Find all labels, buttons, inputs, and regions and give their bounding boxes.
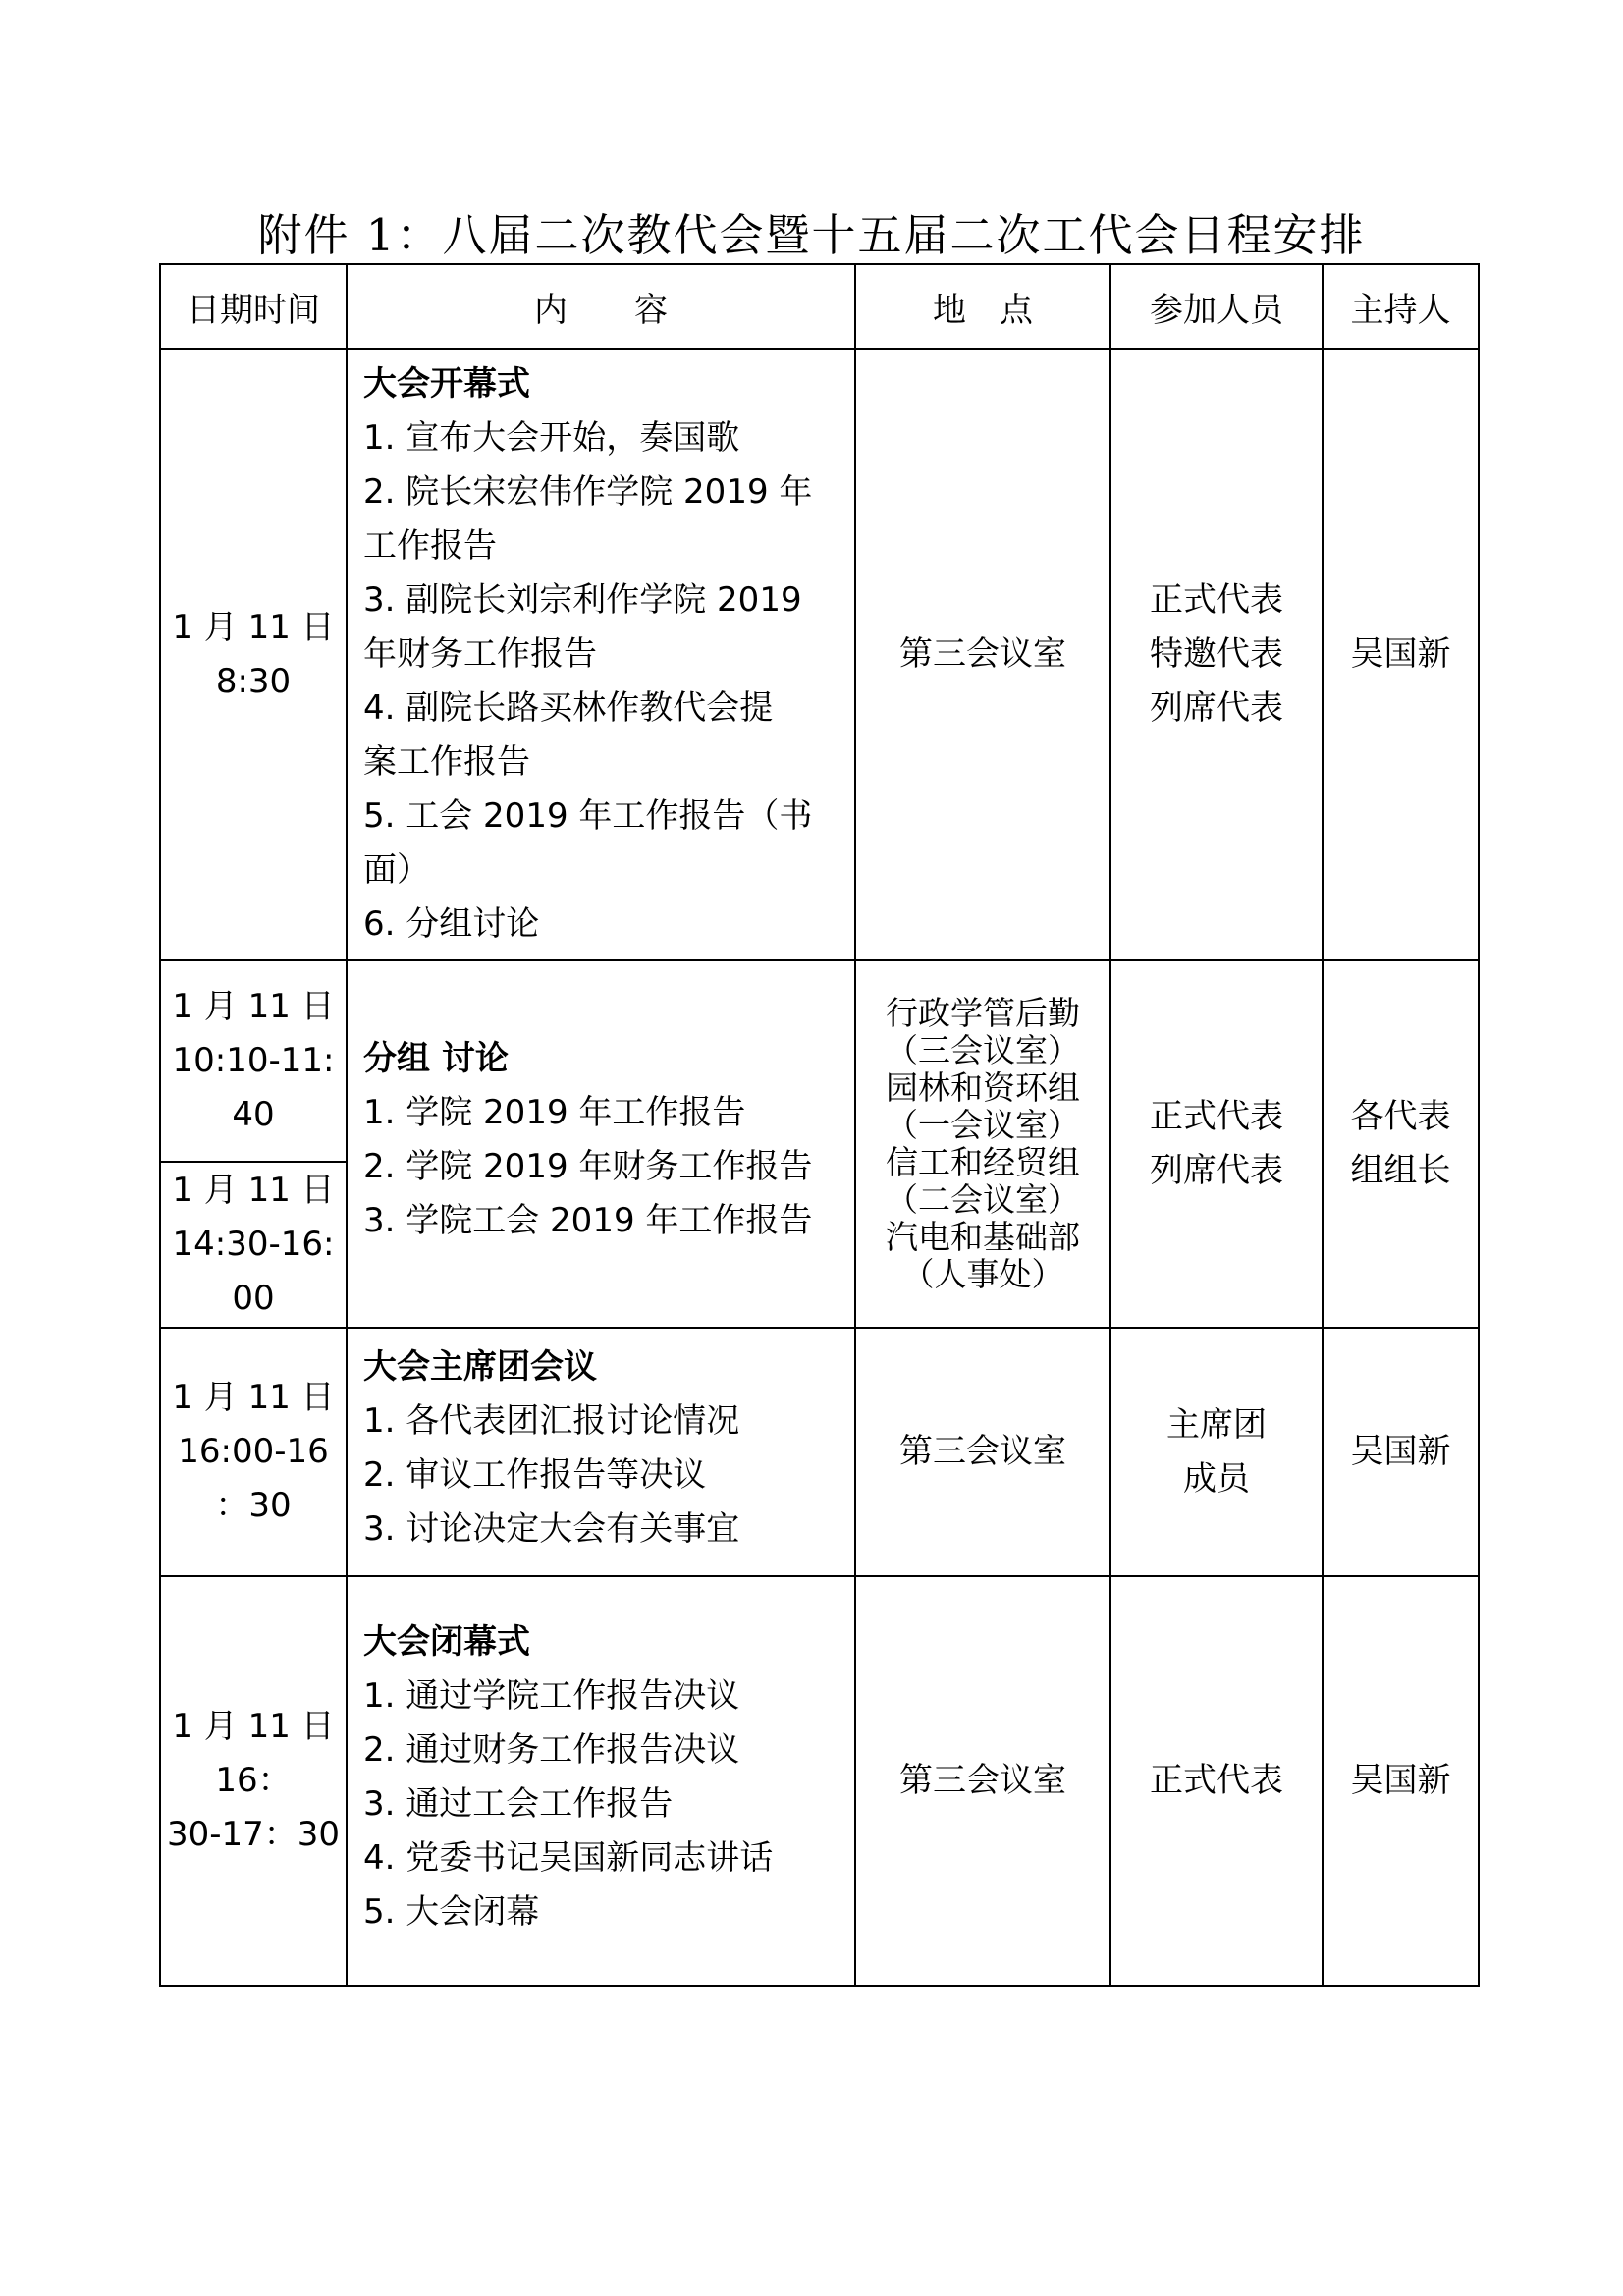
- location-line: （二会议室）: [886, 1180, 1080, 1219]
- content-line: 5. 大会闭幕: [363, 1891, 540, 1932]
- participant-line: 列席代表: [1150, 1151, 1283, 1190]
- location-line: （一会议室）: [886, 1106, 1080, 1144]
- content-cell: [347, 1328, 855, 1576]
- location-line: （人事处）: [901, 1255, 1064, 1293]
- time-line: 16:00-16: [178, 1432, 329, 1471]
- page-title: 附件 1：八届二次教代会暨十五届二次工代会日程安排: [257, 209, 1366, 261]
- content-line: 3. 学院工会 2019 年工作报告: [363, 1201, 813, 1240]
- content-line: 1. 各代表团汇报讨论情况: [363, 1400, 740, 1441]
- time-cell: [160, 1576, 347, 1986]
- content-line: 6. 分组讨论: [363, 904, 540, 944]
- location-cell: [855, 1576, 1110, 1986]
- content-line: 1. 宣布大会开始，奏国歌: [363, 418, 740, 458]
- content-line: 面）: [363, 850, 430, 890]
- location-cell: [855, 1328, 1110, 1576]
- section-title: 大会开幕式: [363, 364, 530, 404]
- time-line: 1 月 11 日: [172, 1378, 335, 1417]
- host-line: 吴国新: [1350, 1432, 1451, 1471]
- participants-cell: [1110, 349, 1323, 960]
- content-line: 3. 副院长刘宗利作学院 2019: [363, 580, 802, 620]
- time-cell: [160, 1328, 347, 1576]
- content-line: 4. 副院长路买林作教代会提: [363, 688, 774, 728]
- content-line: 2. 学院 2019 年财务工作报告: [363, 1147, 813, 1186]
- host-cell: [1323, 349, 1479, 960]
- content-line: 1. 学院 2019 年工作报告: [363, 1093, 746, 1132]
- table-row: [160, 349, 1479, 960]
- content-cell: [347, 1576, 855, 1986]
- location-line: 行政学管后勤: [886, 994, 1080, 1032]
- section-title: 大会主席团会议: [363, 1346, 597, 1387]
- participants-cell: [1110, 960, 1323, 1328]
- host-cell: [1323, 1328, 1479, 1576]
- table-row: [160, 1328, 1479, 1576]
- content-line: 1. 通过学院工作报告决议: [363, 1675, 740, 1716]
- host-line: 吴国新: [1350, 634, 1451, 674]
- section-title: 分组 讨论: [363, 1039, 509, 1078]
- location-line: 第三会议室: [899, 634, 1066, 674]
- location-line: 园林和资环组: [886, 1068, 1080, 1107]
- location-line: 第三会议室: [899, 1761, 1066, 1800]
- time-line: 1 月 11 日: [172, 987, 335, 1026]
- host-cell: [1323, 1576, 1479, 1986]
- table-header-row: [160, 264, 1479, 349]
- time-line: 1 月 11 日: [172, 1171, 335, 1210]
- section-title: 大会闭幕式: [363, 1621, 530, 1662]
- participant-line: 正式代表: [1150, 1097, 1283, 1136]
- participant-line: 正式代表: [1150, 1761, 1283, 1800]
- time-line: 16：: [215, 1761, 292, 1800]
- content-line: 5. 工会 2019 年工作报告（书: [363, 796, 813, 836]
- time-line: 10:10-11:: [172, 1041, 335, 1080]
- time-line: 00: [232, 1279, 275, 1318]
- location-line: 信工和经贸组: [886, 1143, 1080, 1181]
- content-line: 工作报告: [363, 526, 497, 566]
- participant-line: 特邀代表: [1150, 634, 1283, 674]
- participant-line: 主席团: [1166, 1404, 1267, 1445]
- time-line: 1 月 11 日: [172, 607, 335, 647]
- time-cell: [160, 960, 347, 1162]
- location-cell: [855, 349, 1110, 960]
- host-line: 组组长: [1350, 1151, 1451, 1190]
- host-line: 吴国新: [1350, 1761, 1451, 1800]
- time-cell: [160, 349, 347, 960]
- time-line: 8:30: [215, 661, 292, 701]
- content-cell: [347, 349, 855, 960]
- content-line: 3. 讨论决定大会有关事宜: [363, 1508, 740, 1549]
- time-line: 30-17：30: [166, 1815, 341, 1854]
- host-line: 各代表: [1350, 1097, 1451, 1136]
- content-line: 2. 审议工作报告等决议: [363, 1454, 707, 1495]
- time-line: 40: [232, 1095, 275, 1134]
- content-line: 2. 通过财务工作报告决议: [363, 1729, 740, 1770]
- content-line: 2. 院长宋宏伟作学院 2019 年: [363, 472, 813, 512]
- header-host: 主持人: [1323, 264, 1479, 349]
- time-line: 1 月 11 日: [172, 1707, 335, 1746]
- participants-cell: [1110, 1576, 1323, 1986]
- header-content: 内 容: [347, 264, 855, 349]
- header-participants: 参加人员: [1110, 264, 1323, 349]
- table-row: [160, 960, 1479, 1162]
- participant-line: 成员: [1183, 1458, 1250, 1499]
- content-line: 年财务工作报告: [363, 634, 597, 674]
- content-line: 4. 党委书记吴国新同志讲话: [363, 1837, 774, 1878]
- schedule-table: [159, 263, 1480, 1987]
- location-line: 汽电和基础部: [886, 1218, 1080, 1256]
- location-cell: [855, 960, 1110, 1328]
- table-row: [160, 1576, 1479, 1986]
- participant-line: 列席代表: [1150, 688, 1283, 728]
- content-line: 3. 通过工会工作报告: [363, 1783, 674, 1824]
- content-cell: [347, 960, 855, 1328]
- header-location: 地 点: [855, 264, 1110, 349]
- header-datetime: 日期时间: [160, 264, 347, 349]
- participants-cell: [1110, 1328, 1323, 1576]
- time-cell: [160, 1162, 347, 1328]
- time-line: ：30: [215, 1486, 292, 1525]
- location-line: （三会议室）: [886, 1031, 1080, 1069]
- content-line: 案工作报告: [363, 742, 530, 782]
- host-cell: [1323, 960, 1479, 1328]
- time-line: 14:30-16:: [172, 1225, 335, 1264]
- location-line: 第三会议室: [899, 1432, 1066, 1471]
- participant-line: 正式代表: [1150, 580, 1283, 620]
